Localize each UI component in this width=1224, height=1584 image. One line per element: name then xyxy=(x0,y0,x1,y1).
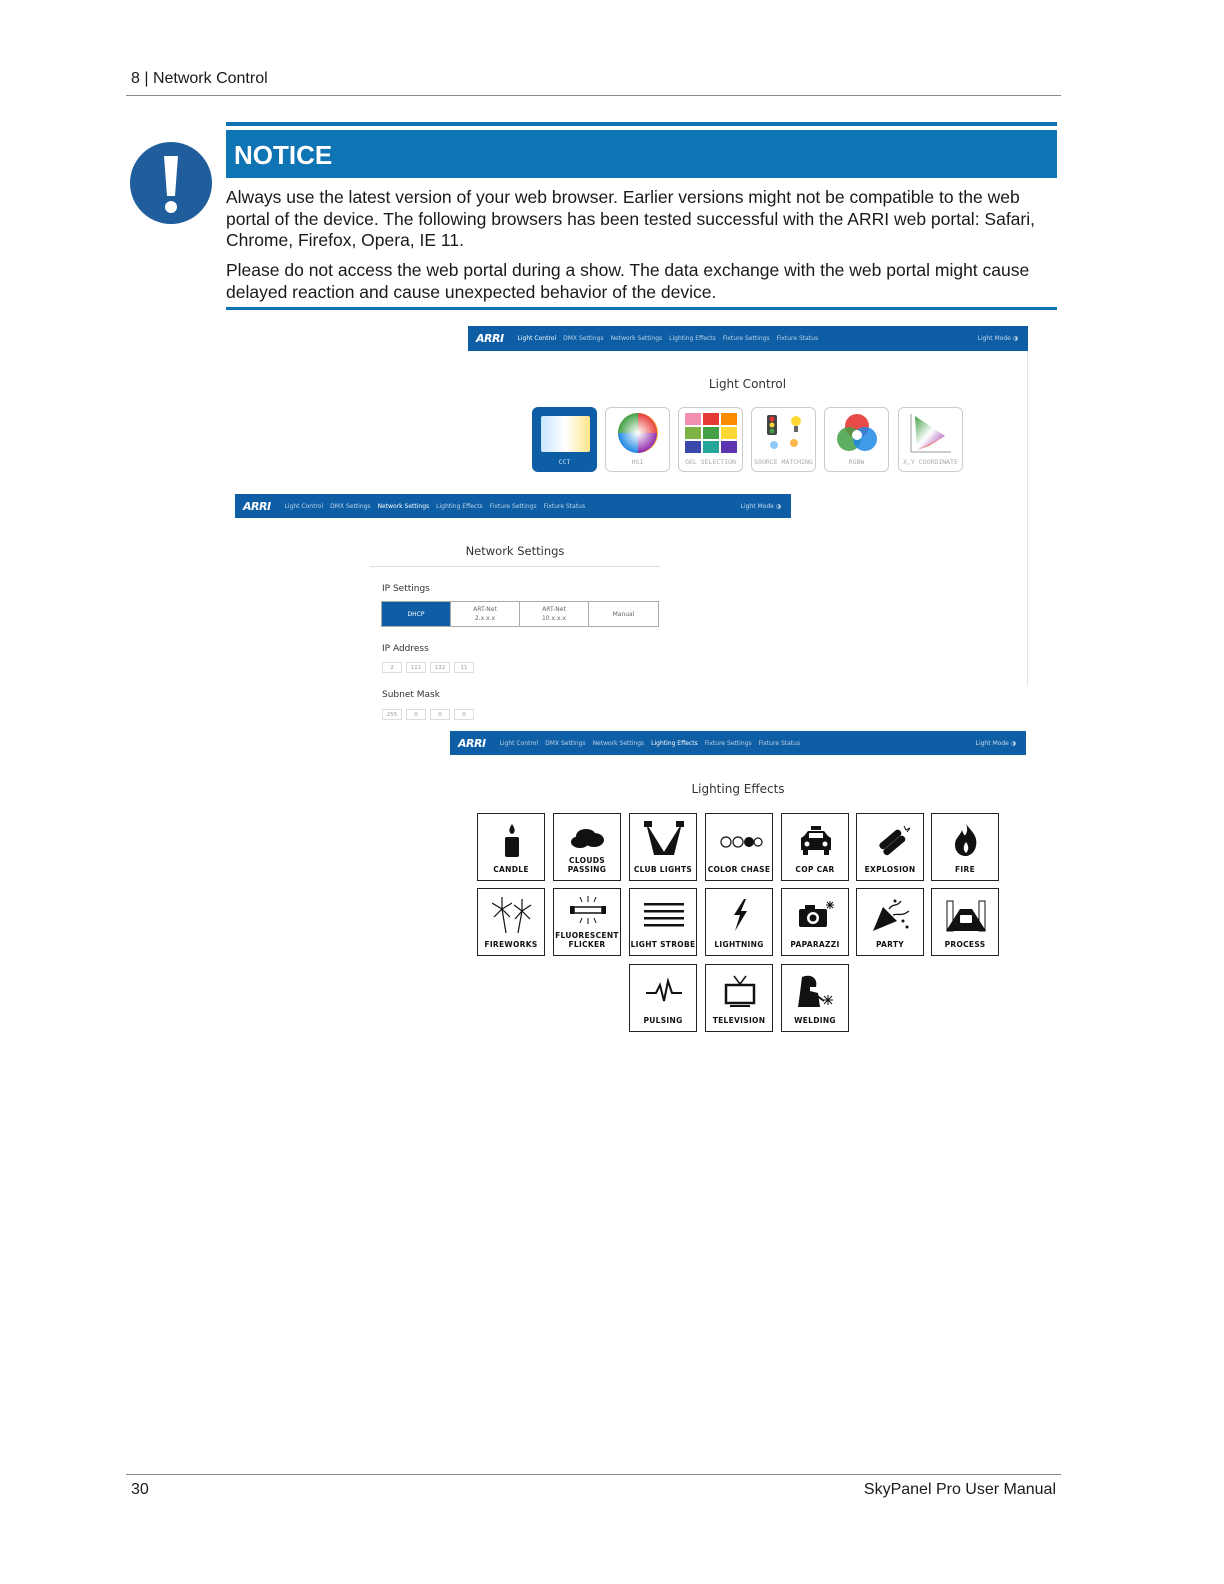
effect-clouds-passing[interactable] xyxy=(553,813,621,881)
arri-logo: ARRI xyxy=(243,499,271,513)
effect-pulsing-label: PULSING xyxy=(643,1016,683,1025)
subnet-mask-label: Subnet Mask xyxy=(382,690,440,700)
tile-source-matching[interactable] xyxy=(751,407,816,472)
network-settings-title: Network Settings xyxy=(465,544,565,558)
pulse-icon xyxy=(644,973,684,1009)
effect-fluorescent-label: FLUORESCENT FLICKER xyxy=(555,931,619,949)
effect-candle-label: CANDLE xyxy=(493,865,529,874)
ip-address-label: IP Address xyxy=(382,644,429,654)
nav-fixture-status[interactable]: Fixture Status xyxy=(776,335,819,342)
ip-octet-4[interactable]: 11 xyxy=(454,662,474,673)
xy-coordinate-icon xyxy=(909,412,953,454)
title-divider xyxy=(370,566,660,567)
source-matching-icon xyxy=(764,413,806,453)
effect-paparazzi[interactable] xyxy=(781,888,849,956)
effect-fireworks-label: FIREWORKS xyxy=(484,940,538,949)
tile-xy-label: X,Y COORDINATE xyxy=(903,458,958,466)
footer-rule xyxy=(126,1474,1061,1475)
ip-settings-label: IP Settings xyxy=(382,584,430,594)
network-settings-screenshot xyxy=(235,494,791,726)
ip-mode-artnet-10[interactable]: ART-Net 10.x.x.x xyxy=(520,602,589,626)
nav-lighting-effects[interactable]: Lighting Effects xyxy=(669,335,716,342)
notice-title: NOTICE xyxy=(226,130,1057,178)
cop-car-icon xyxy=(796,822,836,858)
nav-fixture-settings[interactable]: Fixture Settings xyxy=(722,335,770,342)
notice-top-rule xyxy=(226,122,1057,126)
effect-club-lights-label: CLUB LIGHTS xyxy=(633,865,693,874)
effect-party[interactable] xyxy=(856,888,924,956)
mask-octet-3[interactable]: 0 xyxy=(430,709,450,720)
clouds-icon xyxy=(568,822,608,858)
tile-cct-label: CCT xyxy=(558,458,571,466)
camera-icon xyxy=(796,897,836,933)
ip-octet-2[interactable]: 111 xyxy=(406,662,426,673)
hsi-icon xyxy=(617,412,659,454)
tile-cct[interactable] xyxy=(532,407,597,472)
lighting-effects-title: Lighting Effects xyxy=(691,782,785,796)
notice-paragraph-2: Please do not access the web portal during a show. The data exchange with the web portal might cause delayed reaction and cause unexpected behavior of the device. xyxy=(226,260,1030,302)
effect-cop-car-label: COP CAR xyxy=(795,865,835,874)
exclamation-icon xyxy=(130,142,212,224)
mask-octet-4[interactable]: 0 xyxy=(454,709,474,720)
arri-logo: ARRI xyxy=(476,332,504,345)
effect-welding-label: WELDING xyxy=(794,1016,836,1025)
club-lights-icon xyxy=(644,818,684,860)
page-header: 8 | Network Control xyxy=(131,70,268,87)
effect-lightning[interactable] xyxy=(705,888,773,956)
tile-xy-coordinate[interactable] xyxy=(898,407,963,472)
effect-fireworks[interactable] xyxy=(477,888,545,956)
tile-rgbw-label: RGBW xyxy=(848,458,865,466)
notice-bottom-rule xyxy=(226,307,1057,310)
ip-mode-selector xyxy=(381,601,659,627)
arri-logo: ARRI xyxy=(458,736,486,750)
light-mode-toggle[interactable]: Light Mode ◑ xyxy=(977,335,1018,342)
effect-cop-car[interactable] xyxy=(781,813,849,881)
tile-source-matching-label: SOURCE MATCHING xyxy=(754,458,813,466)
nav-light-control[interactable]: Light Control xyxy=(284,502,324,510)
ip-mode-artnet-2[interactable]: ART-Net 2.x.x.x xyxy=(451,602,520,626)
network-settings-navbar xyxy=(235,494,791,518)
effect-fluorescent-flicker[interactable] xyxy=(553,888,621,956)
tile-rgbw[interactable] xyxy=(824,407,889,472)
nav-light-control[interactable]: Light Control xyxy=(499,739,539,747)
tile-hsi-label: HSI xyxy=(631,458,644,466)
nav-dmx-settings[interactable]: DMX Settings xyxy=(545,739,586,747)
gel-grid-icon xyxy=(685,413,738,453)
effect-process[interactable] xyxy=(931,888,999,956)
tile-hsi[interactable] xyxy=(605,407,670,472)
effect-party-label: PARTY xyxy=(875,940,905,949)
mask-octet-1[interactable]: 255 xyxy=(382,709,402,720)
ip-mode-manual[interactable]: Manual xyxy=(612,610,635,618)
cct-icon xyxy=(541,416,590,452)
tile-gel-selection[interactable] xyxy=(678,407,743,472)
ip-mode-dhcp[interactable]: DHCP xyxy=(382,602,451,626)
effect-fire[interactable] xyxy=(931,813,999,881)
nav-lighting-effects[interactable]: Lighting Effects xyxy=(436,502,483,510)
effect-fire-label: FIRE xyxy=(954,865,975,874)
header-rule xyxy=(126,95,1061,96)
nav-lighting-effects[interactable]: Lighting Effects xyxy=(651,739,698,747)
effect-light-strobe[interactable] xyxy=(629,888,697,956)
subnet-mask-fields xyxy=(382,709,474,720)
effect-explosion-label: EXPLOSION xyxy=(864,865,916,874)
nav-dmx-settings[interactable]: DMX Settings xyxy=(330,502,371,510)
effect-paparazzi-label: PAPARAZZI xyxy=(790,940,840,949)
light-control-navbar xyxy=(468,326,1028,351)
light-mode-toggle[interactable]: Light Mode ◑ xyxy=(975,739,1016,747)
effect-light-strobe-label: LIGHT STROBE xyxy=(630,940,696,949)
ip-octet-3[interactable]: 132 xyxy=(430,662,450,673)
nav-network-settings[interactable]: Network Settings xyxy=(377,502,430,510)
effect-color-chase[interactable] xyxy=(705,813,773,881)
effect-process-label: PROCESS xyxy=(944,940,986,949)
party-popper-icon xyxy=(871,897,911,933)
effect-color-chase-label: COLOR CHASE xyxy=(707,865,771,874)
tile-gel-label: GEL SELECTION xyxy=(685,458,736,466)
nav-network-settings[interactable]: Network Settings xyxy=(610,335,663,342)
ip-address-fields xyxy=(382,662,474,673)
effect-television-label: TELEVISION xyxy=(712,1016,766,1025)
effect-explosion[interactable] xyxy=(856,813,924,881)
nav-light-control[interactable]: Light Control xyxy=(517,335,557,342)
light-control-title: Light Control xyxy=(708,377,787,391)
welding-icon xyxy=(796,973,836,1009)
effect-lightning-label: LIGHTNING xyxy=(714,940,764,949)
notice-paragraph-1: Always use the latest version of your web browser. Earlier versions might not be compatible to the web portal of the device. The following browsers has been tested successful with the ARRI web portal: Safari, Chrome, Firefox, Opera, IE 11. xyxy=(226,187,1035,250)
explosion-icon xyxy=(871,822,911,858)
nav-fixture-settings[interactable]: Fixture Settings xyxy=(704,739,752,747)
effect-clouds-label: CLOUDS PASSING xyxy=(567,856,607,874)
ip-octet-1[interactable]: 2 xyxy=(382,662,402,673)
light-mode-toggle[interactable]: Light Mode ◑ xyxy=(740,502,781,510)
lighting-effects-screenshot xyxy=(450,731,1026,1041)
nav-fixture-status[interactable]: Fixture Status xyxy=(543,502,586,510)
lightning-icon xyxy=(720,897,760,933)
effect-welding[interactable] xyxy=(781,964,849,1032)
fireworks-icon xyxy=(492,897,532,933)
mask-octet-2[interactable]: 0 xyxy=(406,709,426,720)
fluorescent-icon xyxy=(568,893,608,929)
rgbw-icon xyxy=(835,412,879,454)
effect-club-lights[interactable] xyxy=(629,813,697,881)
television-icon xyxy=(720,973,760,1009)
nav-fixture-settings[interactable]: Fixture Settings xyxy=(489,502,537,510)
nav-dmx-settings[interactable]: DMX Settings xyxy=(563,335,604,342)
nav-fixture-status[interactable]: Fixture Status xyxy=(758,739,801,747)
effect-television[interactable] xyxy=(705,964,773,1032)
process-icon xyxy=(946,897,986,933)
page-number: 30 xyxy=(131,1481,149,1498)
manual-title: SkyPanel Pro User Manual xyxy=(863,1481,1056,1498)
light-strobe-icon xyxy=(644,897,684,933)
effect-candle[interactable] xyxy=(477,813,545,881)
fire-icon xyxy=(946,822,986,858)
color-chase-icon xyxy=(712,822,768,858)
nav-network-settings[interactable]: Network Settings xyxy=(592,739,645,747)
lighting-effects-navbar xyxy=(450,731,1026,755)
candle-icon xyxy=(492,822,532,858)
effect-pulsing[interactable] xyxy=(629,964,697,1032)
